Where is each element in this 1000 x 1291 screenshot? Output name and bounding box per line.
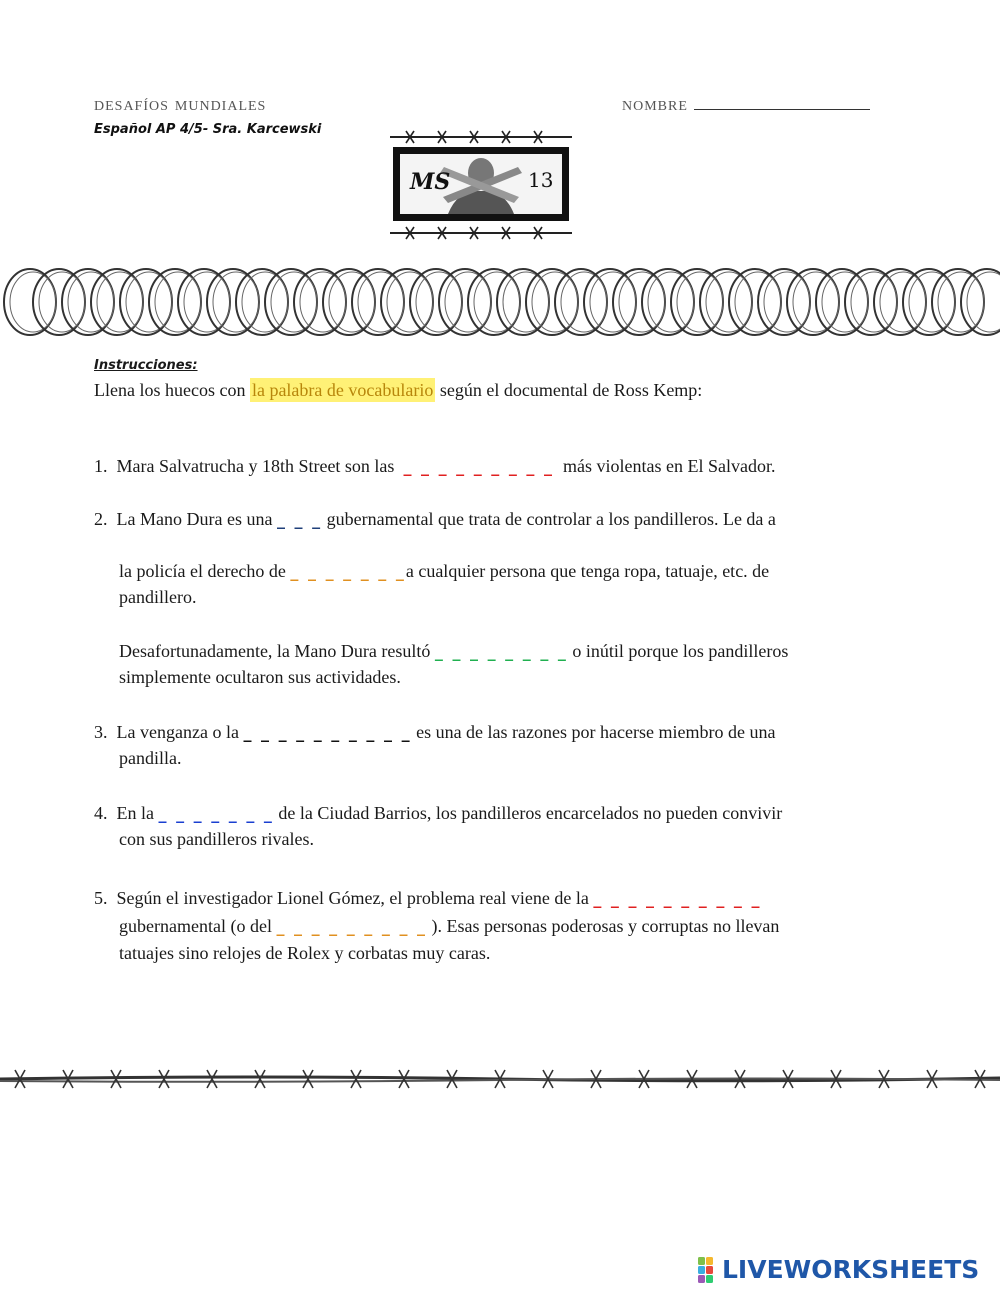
q5-line2-before: gubernamental (o del	[119, 916, 272, 936]
q3-text-after: es una de las razones por hacerse miembro de una	[416, 722, 776, 742]
name-field	[622, 93, 870, 116]
question-2-line-5: simplemente ocultaron sus actividades.	[119, 667, 401, 687]
question-4	[94, 800, 782, 827]
barbed-wire-divider-bottom	[0, 1066, 1000, 1092]
question-2-line-3: pandillero.	[119, 587, 197, 607]
instructions-after: según el documental de Ross Kemp:	[435, 380, 703, 400]
question-5-line-2	[119, 913, 779, 940]
q2-line2-before: la policía el derecho de	[119, 561, 286, 581]
question-2-line-4	[119, 638, 788, 665]
q4-text-before: En la	[116, 803, 154, 823]
instructions-before: Llena los huecos con	[94, 380, 250, 400]
liveworksheets-brand: LIVEWORKSHEETS	[722, 1255, 980, 1284]
question-2	[94, 506, 776, 533]
q5-line2-after: ). Esas personas poderosas y corruptas no llevan	[431, 916, 780, 936]
q3-number: 3.	[94, 722, 108, 742]
q1-text-before: Mara Salvatrucha y 18th Street son las	[116, 456, 395, 476]
instructions-highlight: la palabra de vocabulario	[251, 380, 434, 400]
question-1	[94, 453, 775, 480]
q2-text-before: La Mano Dura es una	[116, 509, 273, 529]
q1-blank[interactable]: _ _ _ _ _ _ _ _ _	[403, 457, 554, 476]
question-2-line-2	[119, 558, 769, 585]
liveworksheets-logo	[698, 1255, 979, 1284]
q4-text-after: de la Ciudad Barrios, los pandilleros encarcelados no pueden convivir	[278, 803, 783, 823]
instructions-heading: Instrucciones:	[94, 358, 198, 373]
worksheet-title: desafíos mundiales	[94, 93, 267, 115]
q5-text-before: Según el investigador Lionel Gómez, el problema real viene de la	[116, 888, 589, 908]
name-label: nombre	[622, 93, 688, 115]
q1-number: 1.	[94, 456, 108, 476]
question-3-line-2: pandilla.	[119, 748, 182, 768]
q3-blank[interactable]: _ _ _ _ _ _ _ _ _ _	[243, 723, 412, 742]
q3-text-before: La venganza o la	[116, 722, 239, 742]
logo-ms-text: MS	[410, 169, 451, 195]
question-4-line-2: con sus pandilleros rivales.	[119, 829, 314, 849]
q5-blank-1[interactable]: _ _ _ _ _ _ _ _ _ _	[593, 889, 762, 908]
ms13-logo	[388, 127, 574, 245]
question-5-line-3: tatuajes sino relojes de Rolex y corbatas muy caras.	[119, 943, 491, 963]
q2-line4-after: o inútil porque los pandilleros	[572, 641, 789, 661]
barbed-wire-coil-divider	[0, 262, 1000, 342]
q2-line2-after: a cualquier persona que tenga ropa, tatuaje, etc. de	[405, 561, 770, 581]
q4-blank[interactable]: _ _ _ _ _ _ _	[158, 804, 274, 823]
q2-number: 2.	[94, 509, 108, 529]
liveworksheets-badge-icon	[698, 1257, 722, 1283]
q5-blank-2[interactable]: _ _ _ _ _ _ _ _ _	[276, 917, 428, 936]
instructions-text	[94, 380, 702, 401]
worksheet-subtitle: Español AP 4/5- Sra. Karcewski	[94, 122, 322, 137]
logo-13-text: 13	[528, 168, 554, 192]
question-3	[94, 719, 775, 746]
q1-text-after: más violentas en El Salvador.	[563, 456, 776, 476]
question-5	[94, 885, 761, 912]
q2-blank-1[interactable]: _ _ _	[276, 510, 323, 529]
q2-line4-before: Desafortunadamente, la Mano Dura resultó	[119, 641, 431, 661]
q2-text-after: gubernamental que trata de controlar a los pandilleros. Le da a	[326, 509, 776, 529]
name-line[interactable]	[694, 95, 870, 110]
q2-blank-2[interactable]: _ _ _ _ _ _ _	[290, 562, 406, 581]
q2-blank-3[interactable]: _ _ _ _ _ _ _ _	[434, 642, 568, 661]
q5-number: 5.	[94, 888, 108, 908]
q4-number: 4.	[94, 803, 108, 823]
